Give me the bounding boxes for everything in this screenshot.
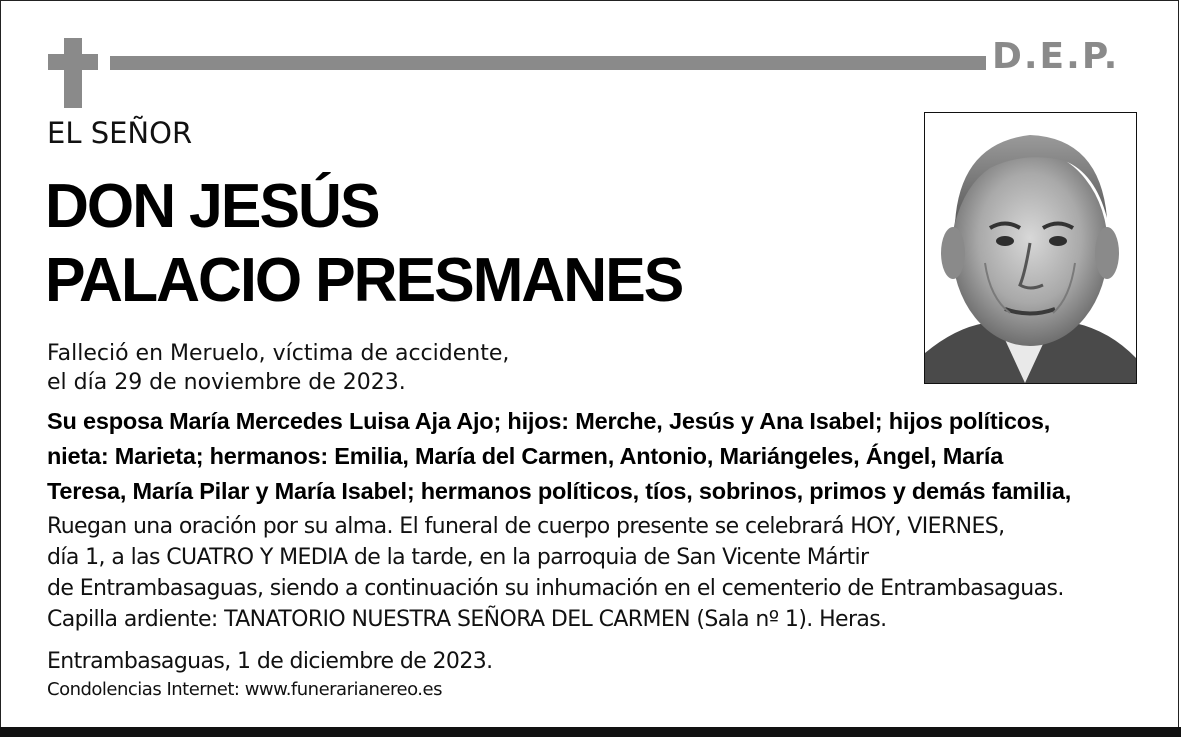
place-date: Entrambasaguas, 1 de diciembre de 2023.	[47, 649, 493, 674]
condolences-link: Condolencias Internet: www.funerarianereo.es	[47, 679, 442, 700]
ceremony-line1: Ruegan una oración por su alma. El funeral de cuerpo presente se celebrará HOY, VIERNES,	[47, 514, 1005, 539]
deceased-name	[45, 170, 682, 318]
bottom-border	[0, 727, 1181, 737]
ceremony-line3: de Entrambasaguas, siendo a continuación su inhumación en el cementerio de Entrambasaguas.	[47, 576, 1064, 601]
honorific: EL SEÑOR	[47, 116, 193, 150]
dep-label: D.E.P.	[992, 36, 1120, 77]
family-line2: nieta: Marieta; hermanos: Emilia, María del Carmen, Antonio, Mariángeles, Ángel, María	[47, 443, 1004, 469]
deceased-name-line2: PALACIO PRESMANES	[45, 246, 683, 315]
cross-icon-bar	[48, 54, 98, 70]
family-line1: Su esposa María Mercedes Luisa Aja Ajo; hijos: Merche, Jesús y Ana Isabel; hijos políticos,	[47, 408, 1051, 434]
death-notice-line2: el día 29 de noviembre de 2023.	[47, 370, 406, 395]
header-rule	[110, 56, 986, 70]
death-notice-line1: Falleció en Meruelo, víctima de accidente,	[47, 341, 510, 366]
family-line3: Teresa, María Pilar y María Isabel; hermanos políticos, tíos, sobrinos, primos y demás familia,	[47, 478, 1072, 504]
deceased-name-line1: DON JESÚS	[45, 172, 379, 241]
family-list	[47, 404, 1071, 509]
portrait-photo	[924, 112, 1137, 384]
ceremony-line4: Capilla ardiente: TANATORIO NUESTRA SEÑORA DEL CARMEN (Sala nº 1). Heras.	[47, 607, 887, 632]
portrait-image	[925, 113, 1136, 383]
cross-icon	[64, 38, 82, 108]
ceremony-line2: día 1, a las CUATRO Y MEDIA de la tarde, en la parroquia de San Vicente Mártir	[47, 545, 869, 570]
